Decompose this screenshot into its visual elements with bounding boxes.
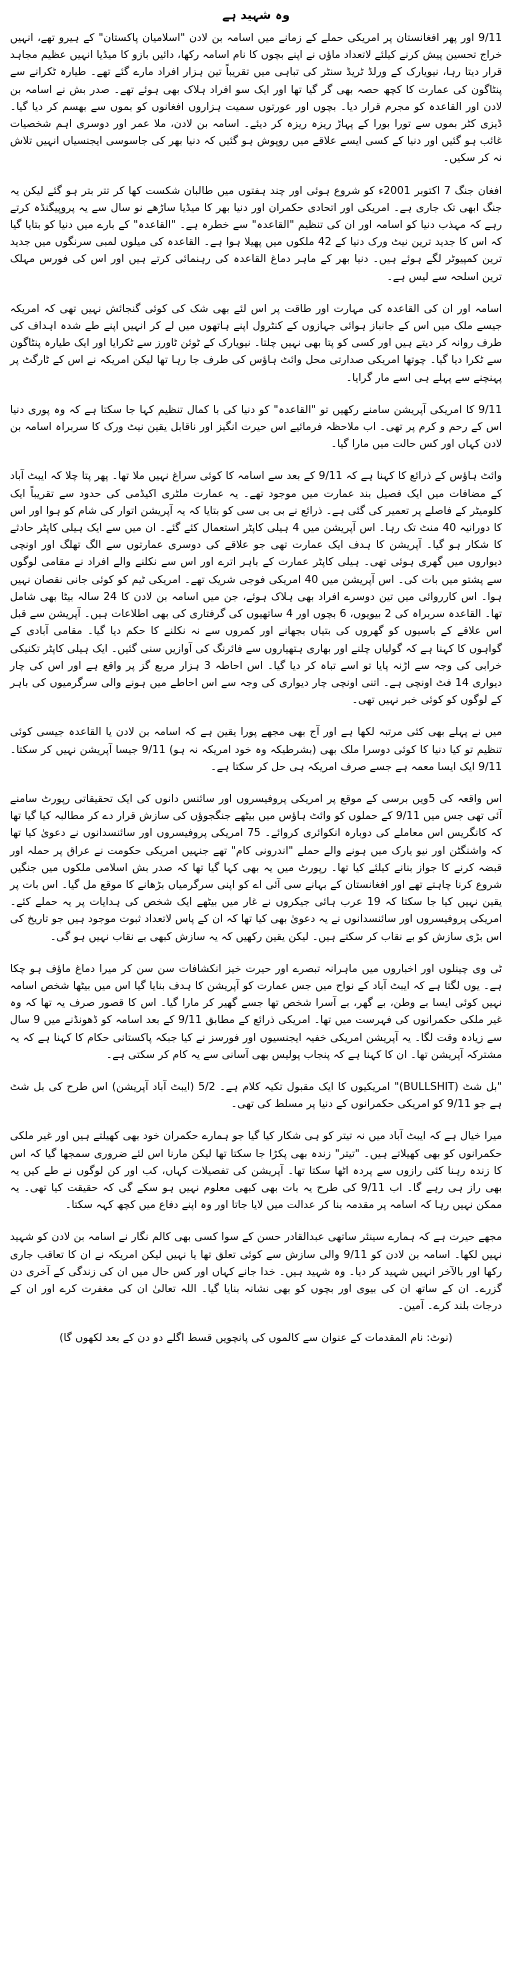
paragraph: وائٹ ہاؤس کے ذرائع کا کہنا ہے کہ 9/11 کے بعد سے اسامہ کا کوئی سراغ نہیں ملا تھا۔ پھر پتا چلا کہ ایبٹ آباد کے مضافات میں ایک فصیل بند عمارت میں موجود تھے۔ یہ عمارت ملٹری اکیڈمی کی حدود سے تقریباً ایک کلومیٹر کے فاصلے پر تعمیر کی گئی ہے۔ ذرائع نے بی بی سی کو بتایا کہ یہ آپریشن اتوار کی شام کو ہوا اور اس کا دورانیہ 40 منٹ تک رہا۔ اس آپریشن میں 4 ہیلی کاپٹر استعمال کئے گئے۔ ان میں سے ایک ہیلی کاپٹر حادثے کا شکار ہو گیا۔ آپریشن کا ہدف ایک عمارت تھی جو علاقے کی دوسری عمارتوں سے الگ تھلگ اور اونچی دیواروں میں گھری ہوئی تھی۔ ہیلی کاپٹر عمارت کے باہر اترے اور اس سے نکلنے والے افراد نے مقامی لوگوں سے پشتو میں بات کی۔ اس آپریشن میں 40 امریکی فوجی شریک تھے۔ امریکی ٹیم کو کوئی جانی نقصان نہیں ہوا۔ اس کارروائی میں تین دوسرے افراد بھی ہلاک ہوئے، جن میں اسامہ بن لادن کا 24 سالہ بیٹا بھی شامل تھا۔ القاعدہ سربراہ کی 2 بیویوں، 6 بچوں اور 4 ساتھیوں کی گرفتاری کی بھی اطلاعات ہیں۔ آپریشن سے قبل اس علاقے کے باسیوں کو گھروں کی بتیاں بجھانے اور کمروں سے نہ نکلنے کا حکم دیا گیا۔ مقامی آبادی کے گواہوں کا کہنا ہے کہ گولیاں چلنے اور بھاری ہتھیاروں سے فائرنگ کی آوازیں سنی گئیں۔ ایک ہیلی کاپٹر تکنیکی خرابی کی وجہ سے اڑنہ پایا تو اسے تباہ کر دیا گیا۔ اس احاطہ 3 ہزار مربع گز پر واقع ہے اور اس کی چار دیواری 14 فٹ اونچی ہے۔ اتنی اونچی چار دیواری کی وجہ سے اس احاطے میں ہونے والی سرگرمیوں کی باہر کے لوگوں کو کوئی خبر نہیں تھی۔ (10, 470, 503, 707)
paragraph: میرا خیال ہے کہ ایبٹ آباد میں نہ تیتر کو ہی شکار کیا گیا جو ہمارے حکمران خود بھی کھیلتے ہیں اور غیر ملکی حکمرانوں کو بھی کھیلاتے ہیں۔ "تیتر" زندہ بھی پکڑا جا سکتا تھا لیکن مارنا اس لئے ضروری سمجھا گیا کہ اس کا زندہ رہنا کئی رازوں سے پردہ اٹھا سکتا تھا۔ آپریشن کی تفصیلات کہاں، کب اور کن لوگوں نے طے کیں یہ بھی راز ہی رہے گا۔ اب 9/11 کی طرح یہ بات بھی کبھی معلوم نہیں ہو سکے گی کہ حقیقت کیا تھی۔ یہ ممکن نہیں رہا کہ اسامہ پر مقدمہ بنا کر عدالت میں لایا جاتا اور وہ اپنے دفاع میں کچھ کہہ سکتا۔ (10, 1130, 502, 1212)
paragraph: افغان جنگ 7 اکتوبر 2001ء کو شروع ہوئی اور چند ہفتوں میں طالبان شکست کھا کر تتر بتر ہو گئے لیکن یہ جنگ ابھی تک جاری ہے۔ امریکی اور اتحادی حکمران اور دنیا بھر کا میڈیا ساڑھے نو سال سے یہ پروپیگنڈہ کرتے رہے کہ مہذب دنیا کو اسامہ اور ان کی تنظیم "القاعدہ" سے خطرہ ہے۔ "القاعدہ" کے بارے میں دنیا کو بتایا گیا کہ اس کا جدید ترین نیٹ ورک دنیا کے 42 ملکوں میں پھیلا ہوا ہے۔ القاعدہ کی میلوں لمبی سرنگوں میں جدید ترین کمپیوٹر لگے ہوئے ہیں۔ دنیا بھر کے ماہر دماغ القاعدہ کی رہنمائی کرتے ہیں اور اس کی فورس مہلک ترین اسلحہ سے لیس ہے۔ (10, 184, 503, 283)
paragraph: میں نے پہلے بھی کئی مرتبہ لکھا ہے اور آج بھی مجھے پورا یقین ہے کہ اسامہ بن لادن یا القاعدہ جیسی کوئی تنظیم تو کیا دنیا کا کوئی دوسرا ملک بھی (بشرطیکہ وہ خود امریکہ نہ ہو) 9/11 جیسا آپریشن نہیں کر سکتا۔ 9/11 ایک ایسا معمہ ہے جسے صرف امریکہ ہی حل کر سکتا ہے۔ (10, 726, 502, 773)
footer-note: (نوٹ: نام المقدمات کے عنوان سے کالموں کی پانچویں قسط اگلے دو دن کے بعد لکھوں گا) (59, 1332, 453, 1345)
paragraph: 9/11 اور پھر افغانستان پر امریکی حملے کے زمانے میں اسامہ بن لادن "اسلامیان پاکستان" کے ہیرو تھے، انہیں خراج تحسین پیش کرنے کیلئے لاتعداد ماؤں نے اپنے بچوں کا نام اسامہ رکھا، دائیں بازو کا میڈیا انہیں عظیم مجاہد قرار دیتا رہا، نیویارک کے ورلڈ ٹریڈ سنٹر کی تباہی میں تقریباً تین ہزار افراد مارے گئے تھے۔ طیارہ ٹکرانے سے پنٹاگون کی عمارت کا کچھ حصہ بھی گر گیا تھا اور ایک سو افراد ہلاک بھی ہوئے تھے۔ صدر بش نے اسامہ بن لادن اور القاعدہ کو مجرم قرار دیا۔ بچوں اور عورتوں سمیت ہزاروں افغانوں کو بموں سے بھسم کر دیا گیا۔ ڈیزی کٹر بموں سے تورا بورا کے پہاڑ ریزہ ریزہ کر دیئے۔ اسامہ بن لادن، ملا عمر اور دوسری اہم شخصیات غائب ہو گئیں اور دنیا کے کسی ایسے علاقے میں روپوش ہو گئیں کہ دنیا بھر کی جاسوسی ایجنسیاں انہیں تلاش نہ کر سکیں۔ (10, 32, 502, 165)
paragraph: مجھے حیرت ہے کہ ہمارے سینئر ساتھی عبدالقادر حسن کے سوا کسی بھی کالم نگار نے اسامہ بن لادن کو شہید نہیں لکھا۔ اسامہ بن لادن کو 9/11 والی سازش سے کوئی تعلق تھا یا نہیں لیکن امریکہ نے ان کا تعاقب جاری رکھا اور بالآخر انہیں شہید کر دیا۔ وہ شہید ہیں۔ خدا جانے کہاں اور کس حال میں ان کی زندگی کے آخری دن گزرے۔ ان کے ساتھ ان کی بیوی اور بچوں کو بھی نشانہ بنایا گیا۔ اللہ تعالیٰ ان کی مغفرت کرے اور ان کے درجات بلند کرے۔ آمین۔ (10, 1231, 503, 1313)
column-title: وہ شہید ہے (222, 8, 290, 22)
paragraph: اس واقعہ کی 5ویں برسی کے موقع پر امریکی پروفیسروں اور سائنس دانوں کی ایک تحقیقاتی رپورٹ سامنے آئی تھی جس میں 9/11 کے حملوں کو وائٹ ہاؤس میں بیٹھے جنگجوؤں کی سازش قرار دے کر مطالبہ کیا گیا تھا کہ کانگریس اس معاملے کی دوبارہ انکوائری کروائے۔ 75 امریکی پروفیسروں اور سائنسدانوں نے دعویٰ کیا تھا کہ واشنگٹن اور نیو یارک میں ہونے والے حملے "اندرونی کام" تھے جنہیں امریکی حکومت نے عراق پر حملہ اور قبضہ کرنے کا جواز بنانے کیلئے کیا تھا۔ رپورٹ میں یہ بھی کہا گیا تھا کہ صدر بش اسلامی ملکوں میں جنگیں شروع کرنا چاہتے تھے اور افغانستان کے بہانے سی آئی اے کو اپنی سرگرمیاں بڑھانے کا موقع مل گیا۔ اس بات پر یقین نہیں کیا جا سکتا کہ 19 عرب ہائی جیکروں نے غار میں بیٹھے ایک شخص کی ہدایات پر یہ حملے کئے۔ امریکی پروفیسروں اور سائنسدانوں نے یہ دعویٰ بھی کیا تھا کہ ان کے پاس لاتعداد ثبوت موجود ہیں جو تاریخ کی اس بڑی سازش کو بے نقاب کر سکتے ہیں۔ لیکن یقین رکھیں کہ یہ سازش کبھی بے نقاب نہیں ہو گی۔ (10, 792, 503, 943)
paragraph: 9/11 کا امریکی آپریشن سامنے رکھیں تو "القاعدہ" کو دنیا کی با کمال تنظیم کہا جا سکتا ہے کہ وہ پوری دنیا اس کے رحم و کرم پر تھی۔ اب ملاحظہ فرمائیے اس حیرت انگیز اور ناقابل یقین نیٹ ورک کا سربراہ اسامہ بن لادن کہاں اور کس حالت میں مارا گیا۔ (10, 403, 502, 451)
paragraph: "بل شٹ (BULLSHIT)" امریکیوں کا ایک مقبول تکیہ کلام ہے۔ 5/2 (ایبٹ آباد آپریشن) اس طرح کی بل شٹ ہے جو 9/11 کو امریکی حکمرانوں کے دنیا پر مسلط کی تھی۔ (10, 1080, 502, 1111)
paragraph: ٹی وی چینلوں اور اخباروں میں ماہرانہ تبصرے اور حیرت خیز انکشافات سن سن کر میرا دماغ ماؤف ہو چکا ہے۔ یوں لگتا ہے کہ ایبٹ آباد کے نواح میں جس عمارت کو آپریشن کا ہدف بنایا گیا اس میں بیٹھا شخص اسامہ نہیں کوئی ایسا بے وطن، بے گھر، بے آسرا شخص تھا جسے گھیر کر مارا گیا۔ اس کا قصور صرف یہ تھا کہ وہ غیر ملکی حکمرانوں کی فہرست میں تھا۔ امریکی ذرائع کے مطابق 9/11 کے بعد اسامہ کو ڈھونڈنے میں 9 سال سے زیادہ وقت لگا۔ یہ آپریشن امریکی خفیہ ایجنسیوں اور فورسز نے کیا جبکہ پاکستانی حکام کا کہنا ہے کہ یہ مشترکہ آپریشن تھا۔ ان کا کہنا ہے کہ پنجاب پولیس بھی آسانی سے یہ کام کر سکتی ہے۔ (10, 962, 502, 1061)
paragraph: اسامہ اور ان کی القاعدہ کی مہارت اور طاقت پر اس لئے بھی شک کی کوئی گنجائش نہیں تھی کہ امریکہ جیسے ملک میں اس کے جانباز ہوائی جہازوں کے کنٹرول اپنے ہاتھوں میں لے کر انہیں اپنے طے شدہ اہداف کی طرف روانہ کر دیتے ہیں اور کسی کو پتا بھی نہیں چلتا۔ نیویارک کے ٹوئن ٹاورز سے ٹکرایا اور ایک طیارہ پنٹاگون سے ٹکرا دیا گیا۔ چوتھا امریکی صدارتی محل وائٹ ہاؤس کی طرف جا رہا تھا لیکن امریکہ نے اس کے ٹارگٹ پر پہنچنے سے پہلے ہی اسے مار گرایا۔ (10, 302, 502, 384)
